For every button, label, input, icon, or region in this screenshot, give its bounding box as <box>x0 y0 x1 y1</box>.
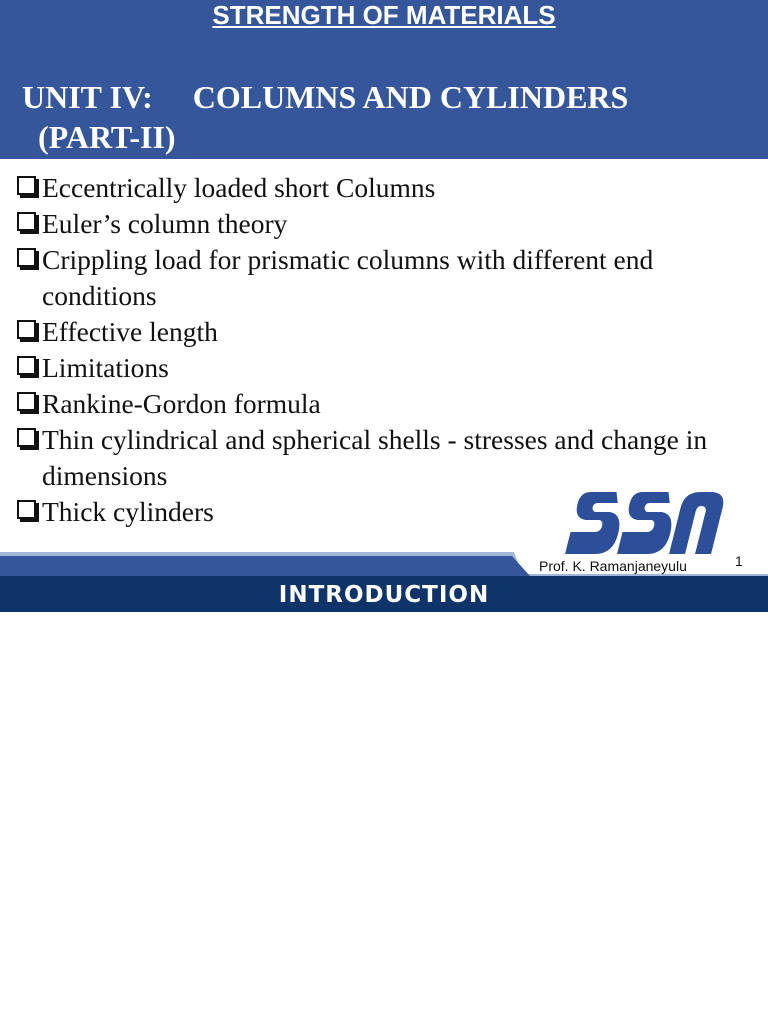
course-title: STRENGTH OF MATERIALS <box>212 0 556 30</box>
checkbox-square-icon <box>17 248 36 267</box>
slide-header <box>0 0 768 159</box>
list-item-text: Eccentrically loaded short Columns <box>42 172 436 203</box>
list-item-text: Crippling load for prismatic columns with different end conditions <box>42 244 654 311</box>
checkbox-square-icon <box>17 176 36 195</box>
list-item <box>14 386 754 422</box>
footer-author: Prof. K. Ramanjaneyulu <box>539 558 687 574</box>
unit-title: UNIT IV: COLUMNS AND CYLINDERS (PART-II) <box>22 79 629 155</box>
list-item-text: Effective length <box>42 316 218 347</box>
checkbox-square-icon <box>17 212 36 231</box>
list-item-text: Rankine-Gordon formula <box>42 388 321 419</box>
list-item <box>14 422 754 494</box>
checkbox-square-icon <box>17 356 36 375</box>
section-title-bar: INTRODUCTION <box>0 576 768 612</box>
list-item <box>14 242 754 314</box>
list-item-text: Thin cylindrical and spherical shells - stresses and change in dimensions <box>42 424 708 491</box>
list-item <box>14 170 754 206</box>
list-item <box>14 350 754 386</box>
list-item <box>14 206 754 242</box>
list-item-text: Euler’s column theory <box>42 208 288 239</box>
ssn-logo <box>560 486 726 560</box>
list-item-text: Limitations <box>42 352 169 383</box>
slide-number: 1 <box>735 553 743 569</box>
topic-list <box>14 170 754 530</box>
checkbox-square-icon <box>17 320 36 339</box>
checkbox-square-icon <box>17 500 36 519</box>
list-item <box>14 314 754 350</box>
checkbox-square-icon <box>17 392 36 411</box>
checkbox-square-icon <box>17 428 36 447</box>
list-item-text: Thick cylinders <box>42 496 214 527</box>
